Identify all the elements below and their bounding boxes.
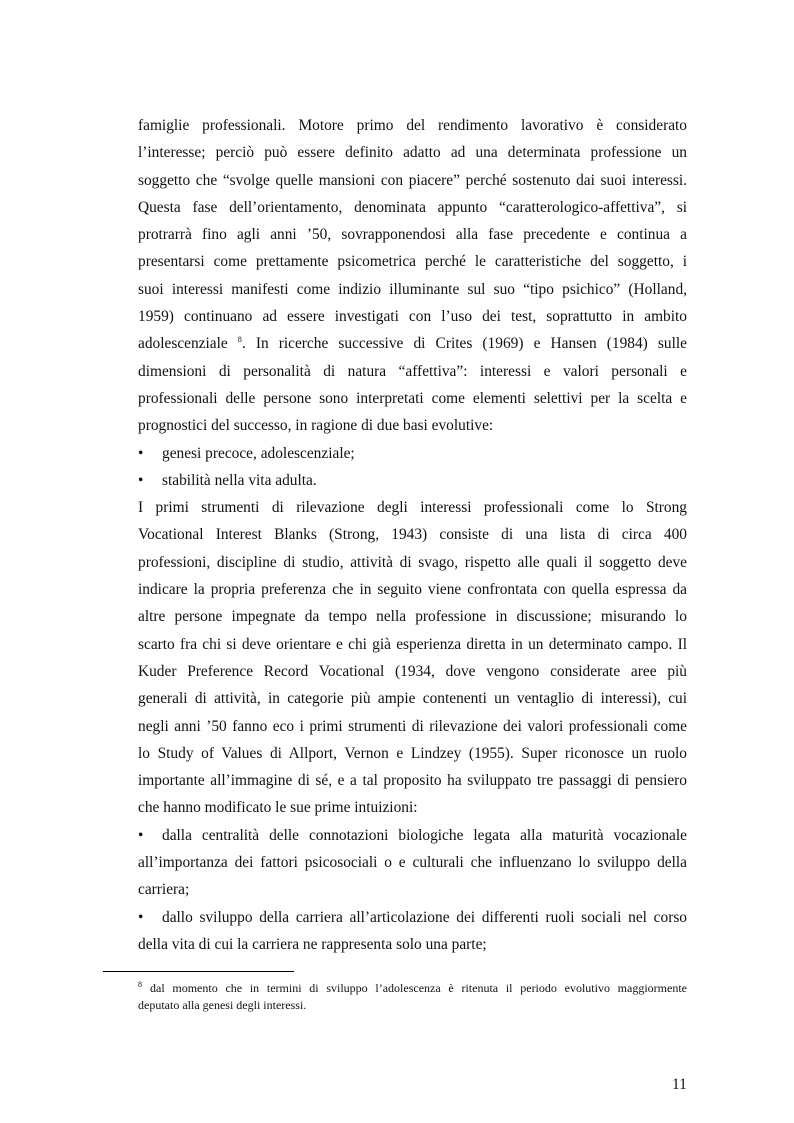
- text-segment: . In ricerche successive di Crites (1969) e Hansen (1984) sulle: [241, 335, 687, 353]
- text-line: Questa fase dell’orientamento, denominata appunto “caratterologico-affettiva”, si: [138, 198, 687, 216]
- text-line: della vita di cui la carriera ne rappresenta solo una parte;: [138, 935, 487, 953]
- text-line: I primi strumenti di rilevazione degli interessi professionali come lo Strong: [138, 499, 687, 517]
- footnote-reference[interactable]: 8: [237, 335, 242, 345]
- text-line: importante all’immagine di sé, e a tal proposito ha sviluppato tre passaggi di pensiero: [138, 772, 687, 790]
- paragraph-1: [138, 112, 687, 440]
- list-item-text: stabilità nella vita adulta.: [162, 471, 317, 489]
- text-line: dallo sviluppo della carriera all’articolazione dei differenti ruoli sociali nel corso: [162, 908, 687, 926]
- text-line: carriera;: [138, 881, 190, 899]
- footnote-number: 8: [138, 980, 142, 989]
- text-line: altre persone impegnate da tempo nella professione in discussione; misurando lo: [138, 608, 687, 626]
- list-item: [138, 904, 687, 959]
- bullet-icon: •: [138, 826, 144, 844]
- body-text: [138, 112, 687, 958]
- bullet-icon: •: [138, 908, 144, 926]
- footnote-line: [138, 977, 687, 997]
- text-line: lo Study of Values di Allport, Vernon e Lindzey (1955). Super riconosce un ruolo: [138, 744, 687, 762]
- text-line: suoi interessi manifesti come indizio illuminante sul suo “tipo psichico” (Holland,: [138, 280, 687, 298]
- text-line: generali di attività, in categorie più ampie contenenti un ventaglio di interessi), cui: [138, 690, 687, 708]
- text-line: presentarsi come prettamente psicometrica perché le caratteristiche del soggetto, i: [138, 253, 687, 271]
- text-line: protrarrà fino agli anni ’50, sovrapponendosi alla fase precedente e continua a: [138, 226, 687, 244]
- text-line: famiglie professionali. Motore primo del rendimento lavorativo è considerato: [138, 117, 687, 134]
- footnote: [138, 977, 687, 1013]
- footnote-line: deputato alla genesi degli interessi.: [138, 997, 307, 1012]
- text-line: 1959) continuano ad essere investigati con l’uso dei test, soprattutto in ambito: [138, 308, 687, 326]
- text-line: prognostici del successo, in ragione di due basi evolutive:: [138, 417, 494, 435]
- list-item: [138, 822, 687, 904]
- footnote-text: dal momento che in termini di sviluppo l’adolescenza è ritenuta il periodo evolutivo maggiormente: [150, 981, 687, 995]
- text-line: l’interesse; perciò può essere definito adatto ad una determinata professione un: [138, 144, 687, 162]
- text-line: che hanno modificato le sue prime intuizioni:: [138, 799, 418, 817]
- page-number: 11: [672, 1076, 687, 1093]
- text-line: dimensioni di personalità di natura “affettiva”: interessi e valori personali e: [138, 362, 687, 380]
- text-line: scarto fra chi si deve orientare e chi già esperienza diretta in un determinato campo. Il: [138, 635, 687, 653]
- bullet-icon: •: [138, 471, 144, 489]
- text-line: indicare la propria preferenza che in seguito viene confrontata con quella espressa da: [138, 581, 687, 599]
- text-line: negli anni ’50 fanno eco i primi strumenti di rilevazione dei valori professionali come: [138, 717, 687, 735]
- bullet-icon: •: [138, 444, 144, 462]
- text-line: professionali delle persone sono interpretati come elementi selettivi per la scelta e: [138, 389, 687, 407]
- text-line: all’importanza dei fattori psicosociali o e culturali che influenzano lo sviluppo della: [138, 854, 687, 872]
- list-item: [138, 467, 687, 494]
- list-item-text: genesi precoce, adolescenziale;: [162, 444, 355, 462]
- list-item: [138, 440, 687, 467]
- text-line: [138, 330, 687, 357]
- text-line: dalla centralità delle connotazioni biologiche legata alla maturità vocazionale: [162, 826, 687, 844]
- text-line: Kuder Preference Record Vocational (1934, dove vengono considerate aree più: [138, 662, 687, 680]
- text-segment: adolescenziale: [138, 335, 228, 353]
- text-line: Vocational Interest Blanks (Strong, 1943) consiste di una lista di circa 400: [138, 526, 687, 544]
- text-line: soggetto che “svolge quelle mansioni con piacere” perché sostenuto dai suoi interessi.: [138, 171, 687, 189]
- footnote-separator: [103, 971, 294, 972]
- text-line: professioni, discipline di studio, attività di svago, rispetto alle quali il soggetto deve: [138, 553, 687, 571]
- paragraph-2: [138, 494, 687, 822]
